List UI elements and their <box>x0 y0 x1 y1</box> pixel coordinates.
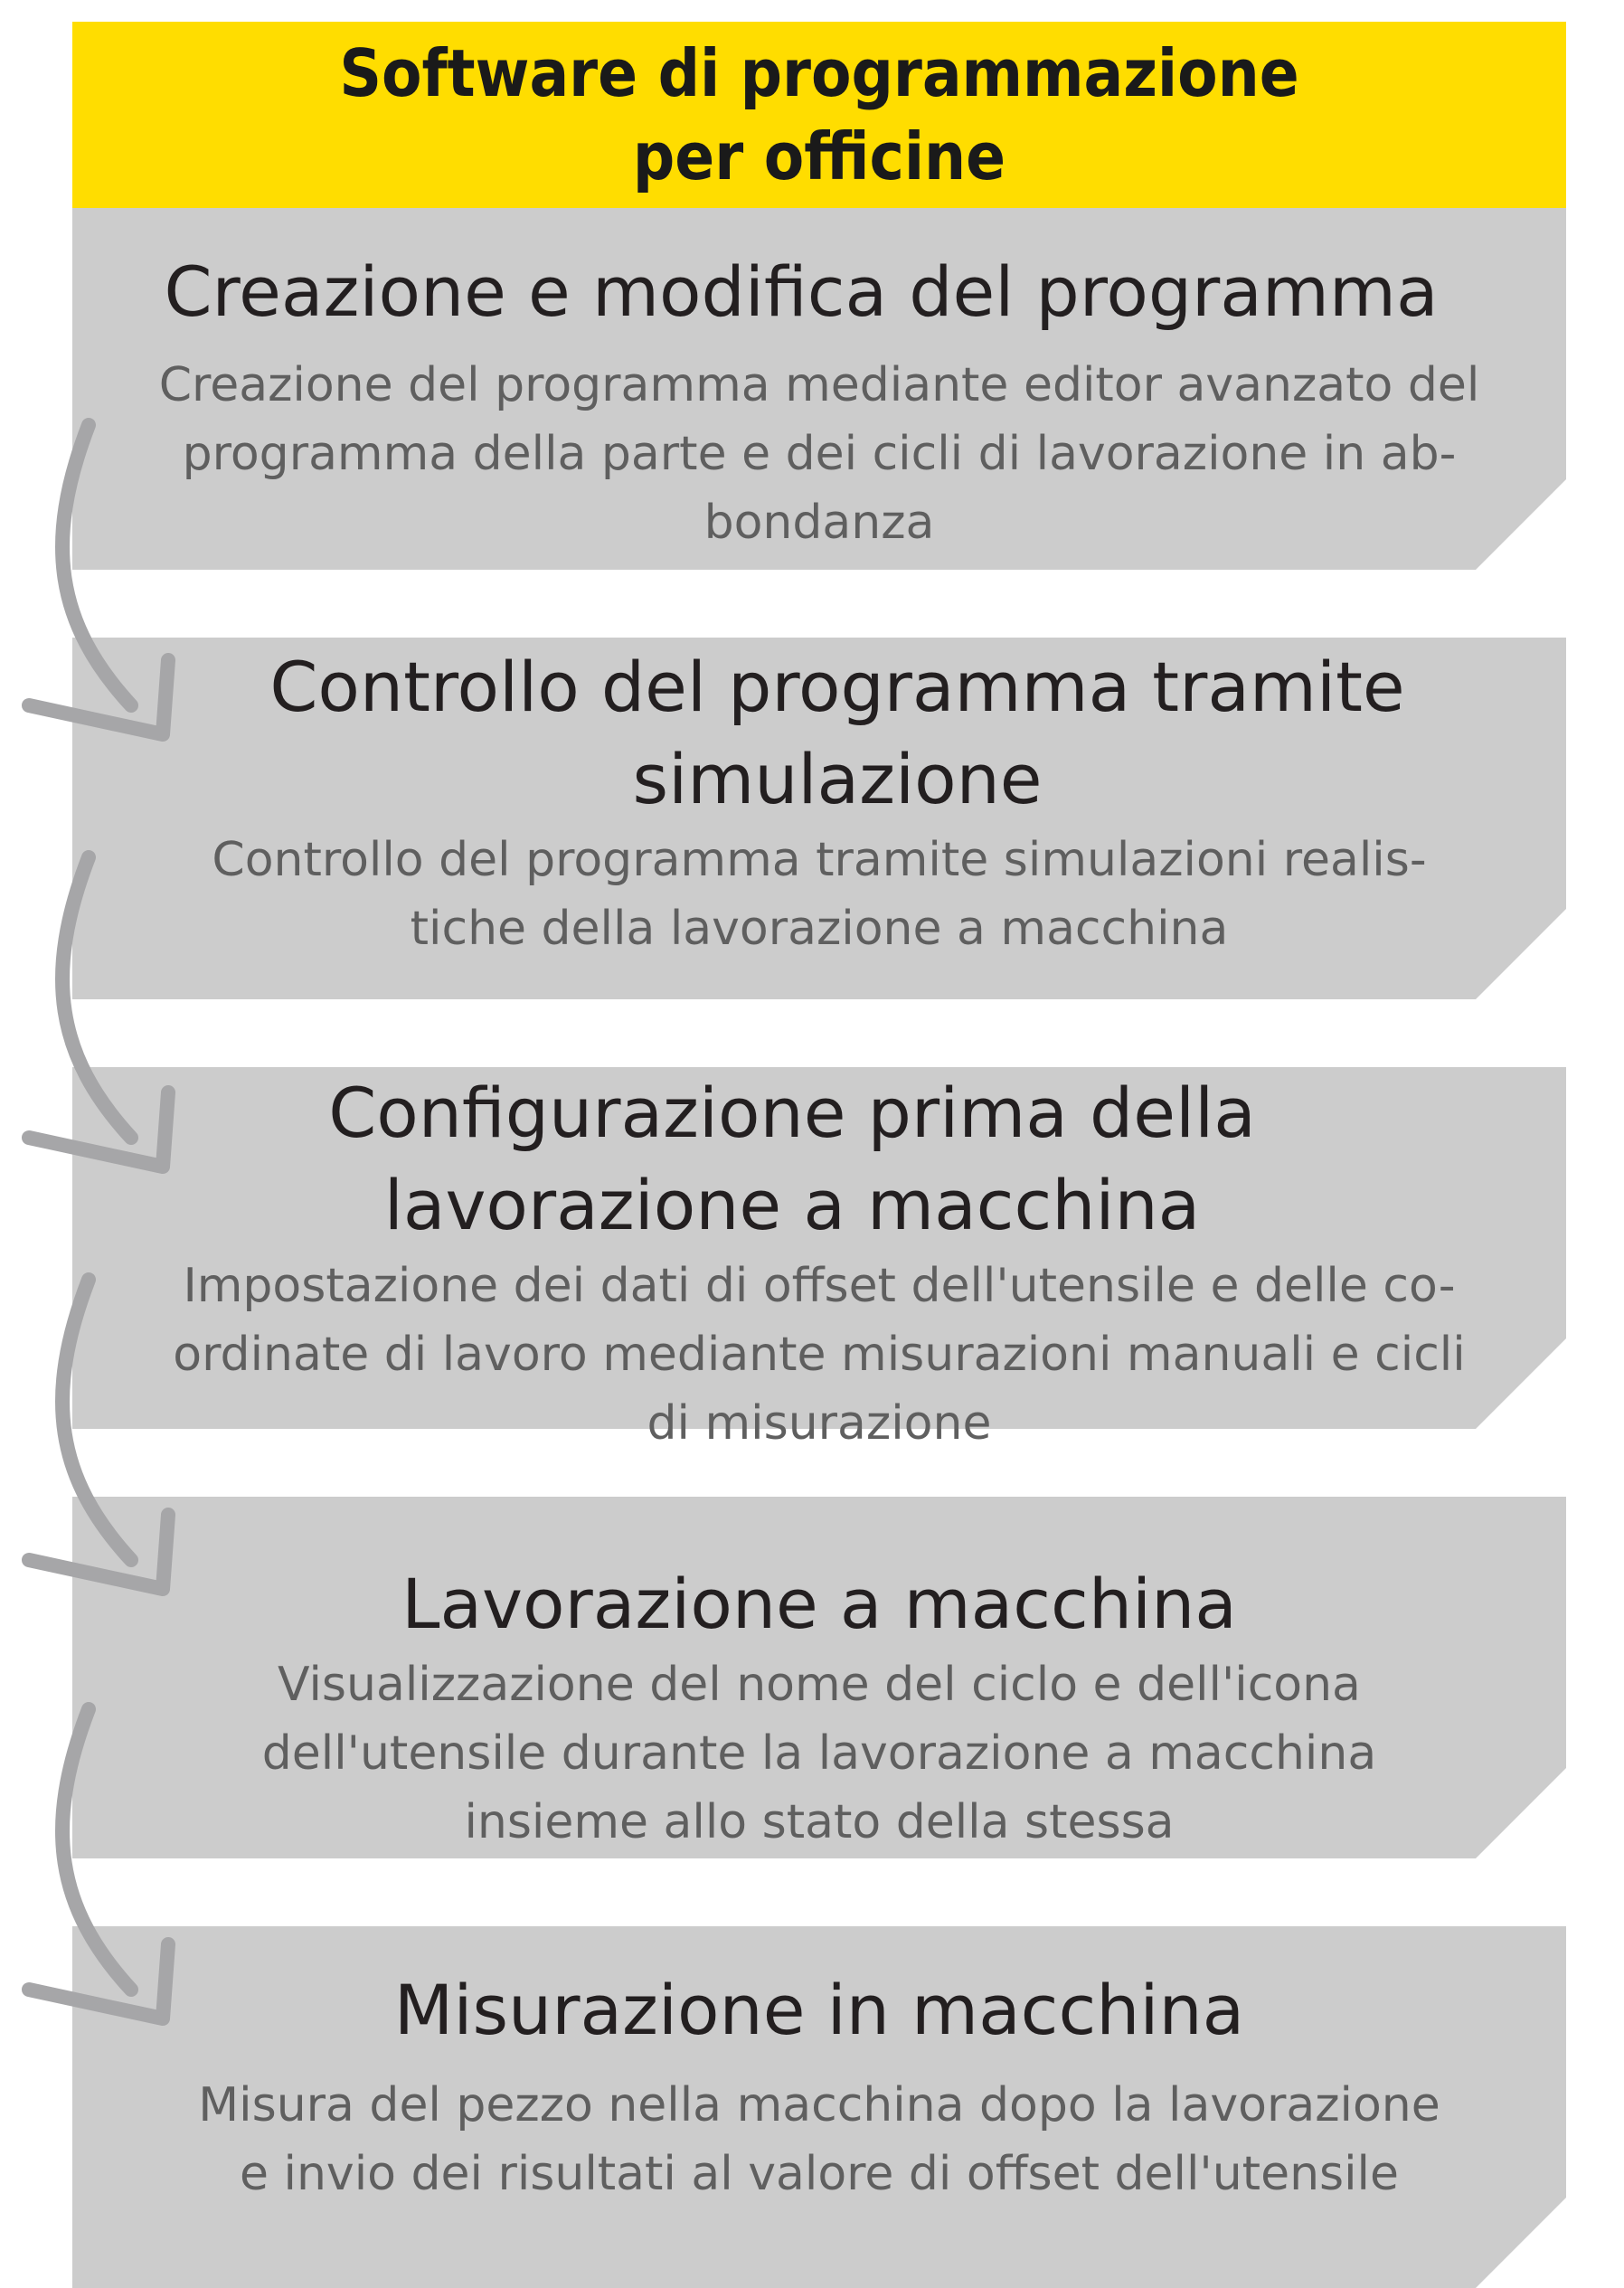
header-title-line-2: per officine <box>632 118 1006 194</box>
step-description-line: bondanza <box>703 496 935 550</box>
step-description-line: dell'utensile durante la lavorazione a macchina <box>261 1726 1377 1781</box>
step-description-line: e invio dei risultati al valore di offset dell'utensile <box>240 2147 1399 2201</box>
header-title-line-1: Software di programmazione <box>339 35 1299 111</box>
step-description-line: insieme allo stato della stessa <box>464 1795 1175 1849</box>
step-description-line: ordinate di lavoro mediante misurazioni manuali e cicli <box>173 1328 1466 1382</box>
step-description-line: Controllo del programma tramite simulazioni realis- <box>212 833 1427 887</box>
step-misurazione <box>72 1926 1566 2288</box>
step-configurazione <box>72 1067 1566 1451</box>
step-description-line: tiche della lavorazione a macchina <box>410 902 1229 956</box>
step-title: Creazione e modifica del programma <box>164 251 1439 332</box>
step-creazione <box>72 208 1566 570</box>
step-description-line: Creazione del programma mediante editor avanzato del <box>158 358 1480 412</box>
step-description-line: Impostazione dei dati di offset dell'utensile e delle co- <box>183 1259 1456 1313</box>
step-title: Lavorazione a macchina <box>401 1564 1237 1644</box>
step-controllo <box>72 638 1566 999</box>
step-title: Misurazione in macchina <box>393 1970 1245 2050</box>
step-title-line: Controllo del programma tramite <box>269 647 1405 727</box>
step-description-line: di misurazione <box>647 1396 992 1451</box>
diagram-header <box>72 22 1566 208</box>
step-description-line: programma della parte e dei cicli di lavorazione in ab- <box>182 427 1457 481</box>
step-description-line: Visualizzazione del nome del ciclo e dell'icona <box>278 1658 1361 1712</box>
step-title-line: simulazione <box>632 739 1043 819</box>
step-description-line: Misura del pezzo nella macchina dopo la lavorazione <box>198 2078 1440 2132</box>
step-lavorazione <box>72 1497 1566 1858</box>
step-title-line: lavorazione a macchina <box>383 1165 1201 1245</box>
step-title-line: Configurazione prima della <box>328 1073 1256 1153</box>
